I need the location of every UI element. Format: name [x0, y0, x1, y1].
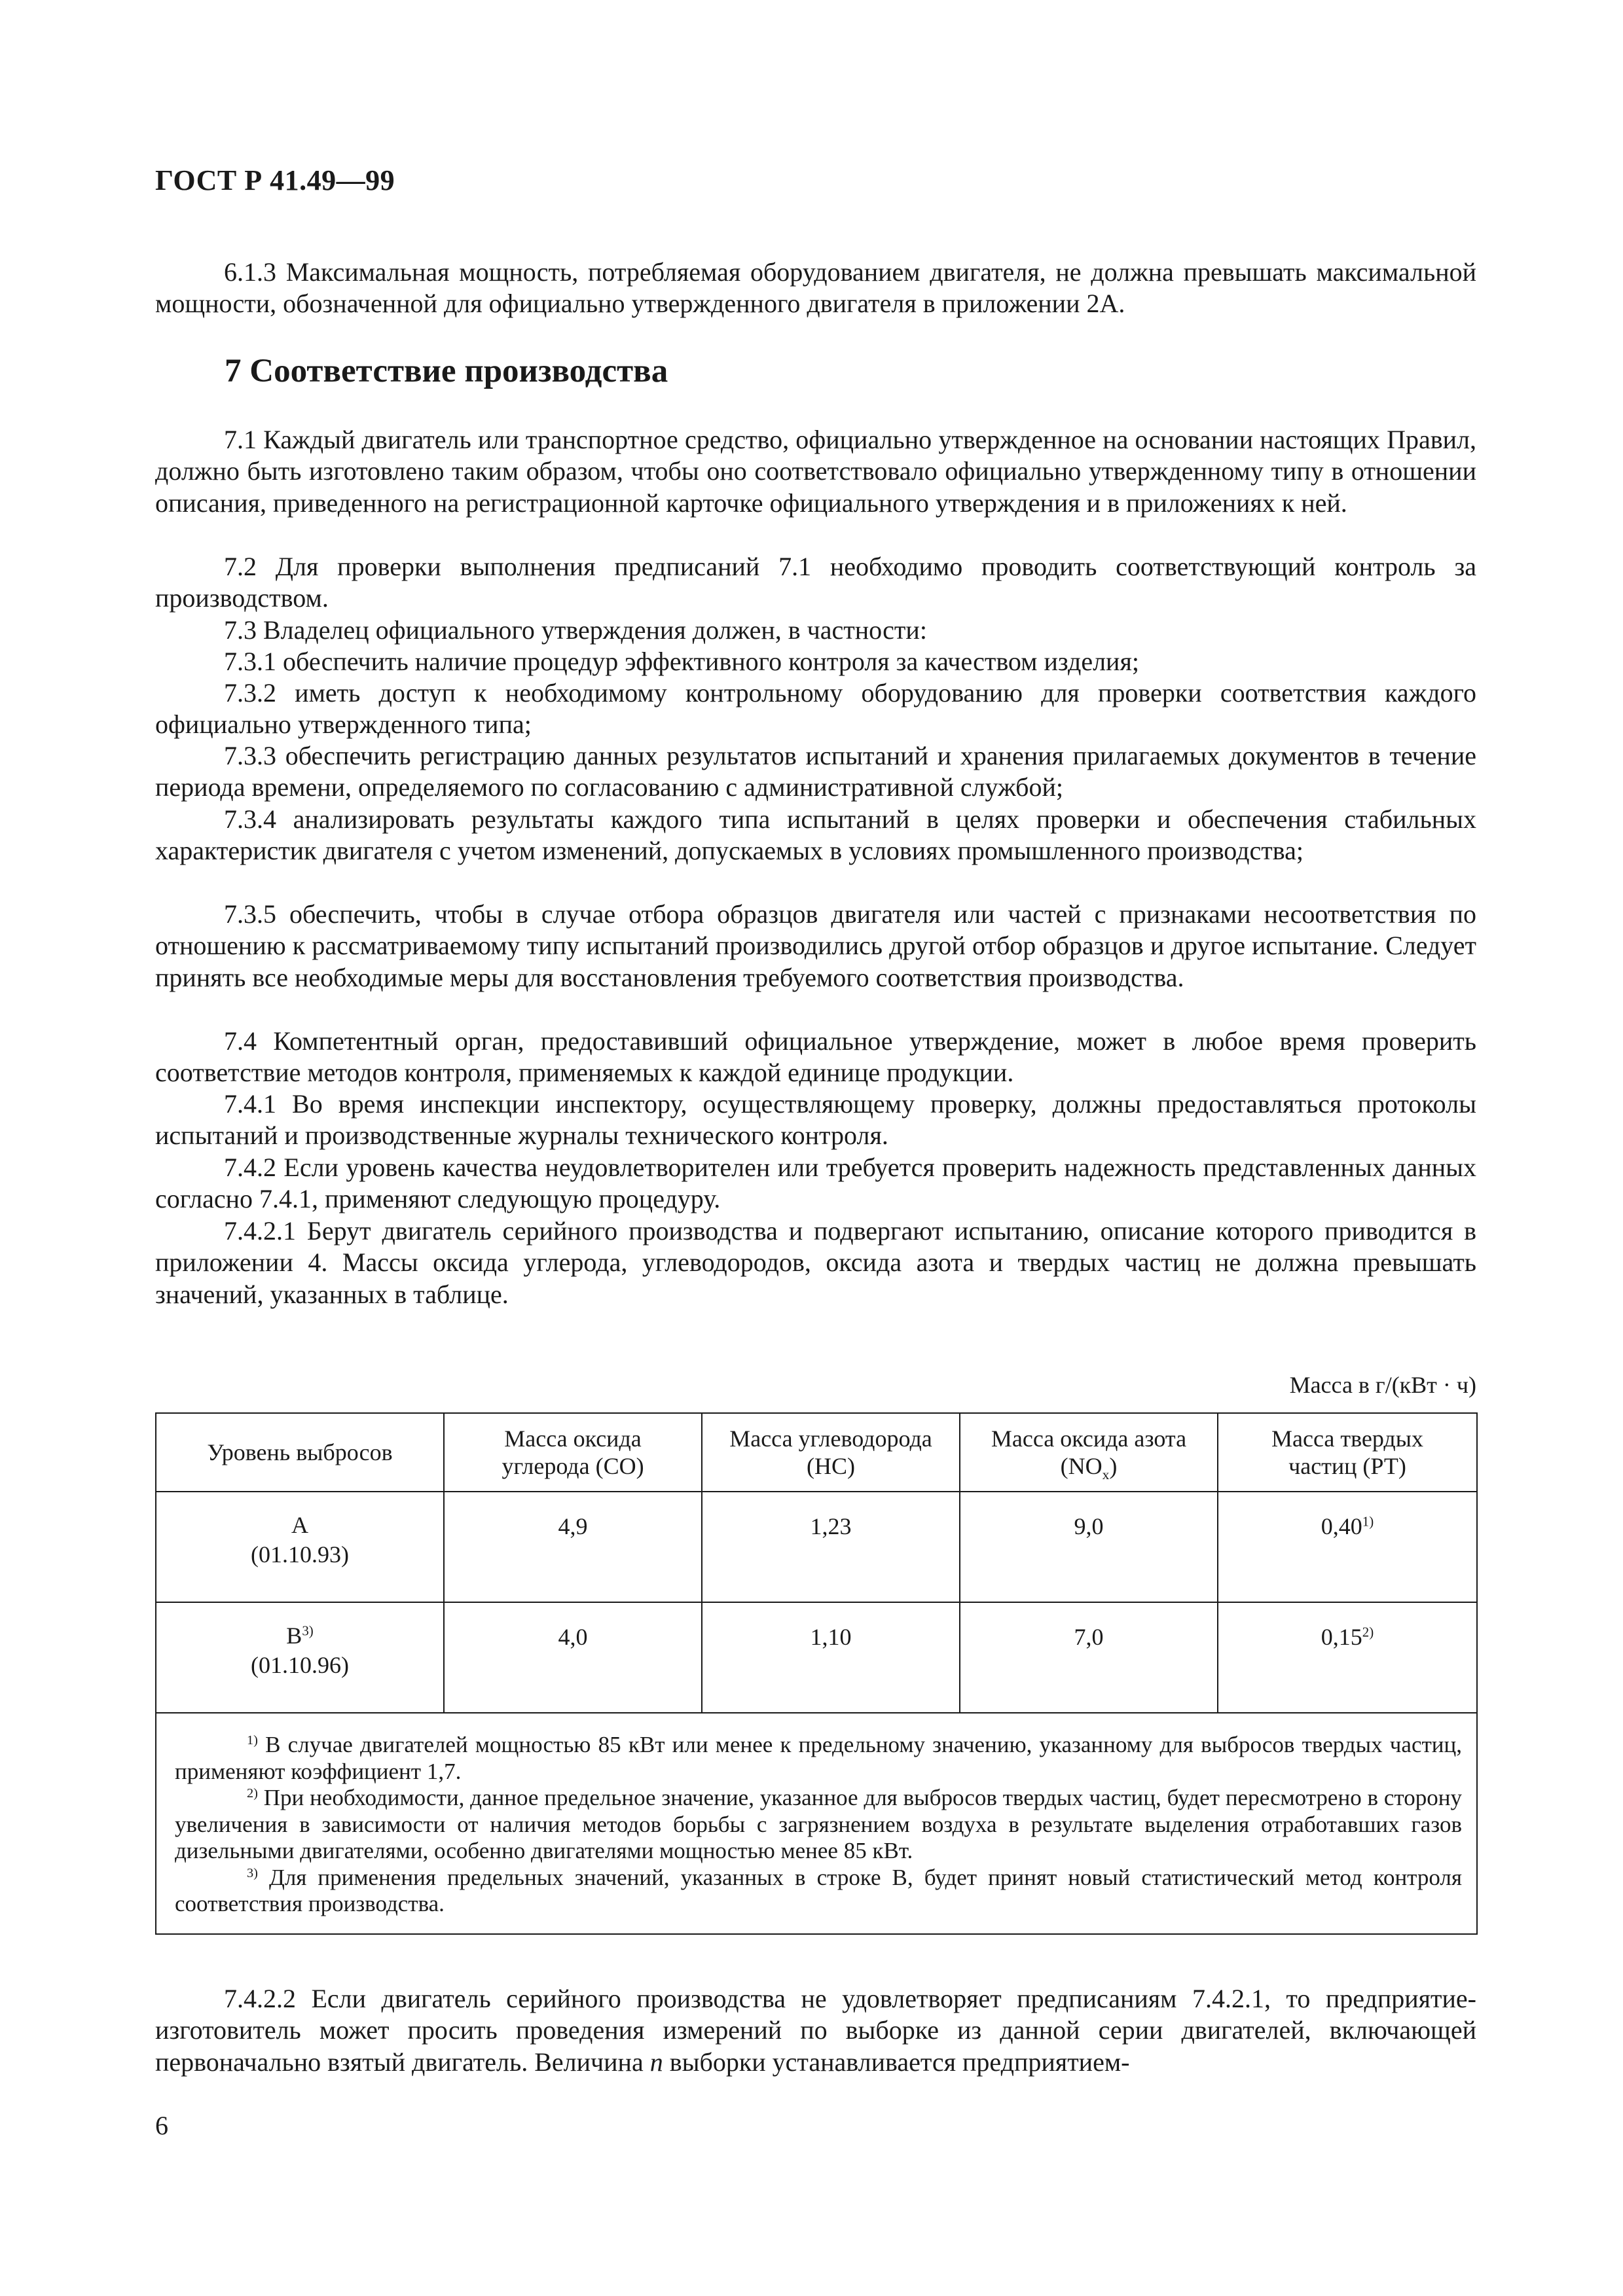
header-hc: Масса углеводорода (НС) [702, 1413, 960, 1492]
header-co: Масса оксида углерода (СО) [444, 1413, 702, 1492]
paragraph-6-1-3: 6.1.3 Максимальная мощность, потребляемая оборудованием двигателя, не должна превышать максимальной мощности, обозначенной для официально утвержденного двигателя в приложении 2А. [155, 257, 1476, 319]
table-units: Масса в г/(кВт · ч) [1289, 1372, 1476, 1398]
section-title: 7 Соответствие производства [225, 353, 668, 389]
cell-level: $B^{3)}$ (01.10.96) [156, 1602, 444, 1713]
header-nox: Масса оксида азота $(NO_x)$ [960, 1413, 1218, 1492]
paragraph-7-3-3: 7.3.3 обеспечить регистрацию данных результатов испытаний и хранения прилагаемых документов в течение периода времени, определяемого по согласованию с административной службой; [155, 741, 1476, 802]
table-footnotes [156, 1713, 1477, 1934]
paragraph-7-2: 7.2 Для проверки выполнения предписаний 7.1 необходимо проводить соответствующий контроль за производством. [155, 552, 1476, 613]
paragraph-7-4-2-2: 7.4.2.2 Если двигатель серийного производства не удовлетворяет предписаниям 7.4.2.1, то предприятие-изготовитель может просить проведения измерений по выборке из данной серии двигателей, включающей первоначально взятый двигатель. Величина n выборки устанавливается предприятием- [155, 1984, 1476, 2077]
table-footnotes-row [156, 1713, 1477, 1934]
paragraph-7-1: 7.1 Каждый двигатель или транспортное средство, официально утвержденное на основании настоящих Правил, должно быть изготовлено таким образом, чтобы оно соответствовало официально утвержденному типу в отношении описания, приведенного на регистрационной карточке официального утверждения и в приложениях к ней. [155, 425, 1476, 518]
emission-limits-table [155, 1412, 1478, 1935]
paragraph-7-3-5: 7.3.5 обеспечить, чтобы в случае отбора образцов двигателя или частей с признаками несоответствия по отношению к рассматриваемому типу испытаний производились другой отбор образцов и другое испытание. Следует принять все необходимые меры для восстановления требуемого соответствия производства. [155, 899, 1476, 992]
cell-co: 4,9 [444, 1492, 702, 1602]
paragraph-7-4-1: 7.4.1 Во время инспекции инспектору, осуществляющему проверку, должны предоставляться протоколы испытаний и производственные журналы технического контроля. [155, 1089, 1476, 1151]
paragraph-7-3-2: 7.3.2 иметь доступ к необходимому контрольному оборудованию для проверки соответствия каждого официально утвержденного типа; [155, 678, 1476, 740]
cell-nox: 7,0 [960, 1602, 1218, 1713]
paragraph-7-4-2: 7.4.2 Если уровень качества неудовлетворителен или требуется проверить надежность представленных данных согласно 7.4.1, применяют следующую процедуру. [155, 1153, 1476, 1214]
page-number: 6 [155, 2111, 168, 2140]
paragraph-7-3-4: 7.3.4 анализировать результаты каждого типа испытаний в целях проверки и обеспечения стабильных характеристик двигателя с учетом изменений, допускаемых в условиях промышленного производства; [155, 804, 1476, 866]
paragraph-7-4-2-1: 7.4.2.1 Берут двигатель серийного производства и подвергают испытанию, описание которого приводится в приложении 4. Массы оксида углерода, углеводородов, оксида азота и твердых частиц не должна превышать значений, указанных в таблице. [155, 1216, 1476, 1309]
header-pt: Масса твердых частиц (РТ) [1218, 1413, 1477, 1492]
paragraph-7-4: 7.4 Компетентный орган, предоставивший официальное утверждение, может в любое время проверить соответствие методов контроля, применяемых к каждой единице продукции. [155, 1026, 1476, 1088]
cell-hc: 1,23 [702, 1492, 960, 1602]
paragraph-7-3: 7.3 Владелец официального утверждения должен, в частности: [224, 615, 927, 645]
cell-level: A (01.10.93) [156, 1492, 444, 1602]
footnote-2: $^{2)}$ При необходимости, данное предельное значение, указанное для выбросов твердых частиц, будет пересмотрено в сторону увеличения в зависимости от наличия методов борьбы с загрязнением воздуха в результате выделения отработавших газов дизельными двигателями, особенно двигателями мощностью менее 85 кВт. [175, 1785, 1462, 1863]
table-header-row [156, 1413, 1477, 1492]
paragraph-7-3-1: 7.3.1 обеспечить наличие процедур эффективного контроля за качеством изделия; [224, 647, 1139, 676]
footnote-3: $^{3)}$ Для применения предельных значений, указанных в строке В, будет принят новый статистический метод контроля соответствия производства. [175, 1864, 1462, 1916]
cell-hc: 1,10 [702, 1602, 960, 1713]
table-row [156, 1602, 1477, 1713]
cell-nox: 9,0 [960, 1492, 1218, 1602]
cell-pt: 0,15$^{2)}$ [1218, 1602, 1477, 1713]
header-level: Уровень выбросов [156, 1413, 444, 1492]
footnote-1: $^{1)}$ В случае двигателей мощностью 85 кВт или менее к предельному значению, указанному для выбросов твердых частиц, применяют коэффициент 1,7. [175, 1732, 1462, 1784]
document-header: ГОСТ Р 41.49—99 [155, 164, 395, 196]
cell-pt: 0,40$^{1)}$ [1218, 1492, 1477, 1602]
cell-co: 4,0 [444, 1602, 702, 1713]
table-row [156, 1492, 1477, 1602]
